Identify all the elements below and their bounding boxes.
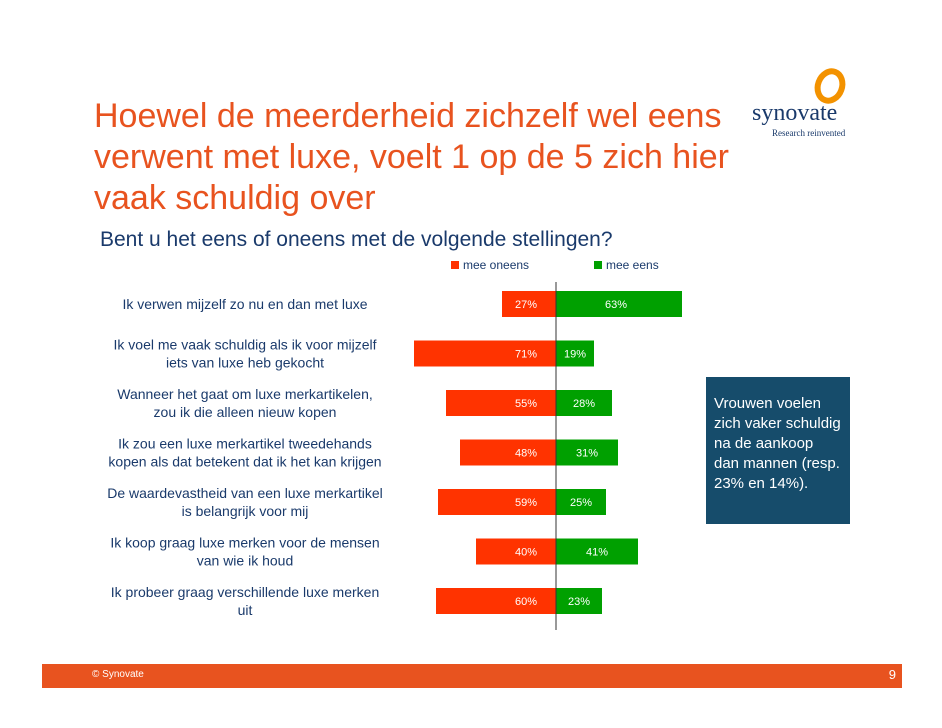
category-label: zou ik die alleen nieuw kopen <box>153 404 337 420</box>
bar-label-mee-eens: 23% <box>567 596 591 608</box>
bar-label-mee-eens: 63% <box>604 299 628 311</box>
category-label: is belangrijk voor mij <box>181 503 309 519</box>
bar-label-mee-eens: 19% <box>563 348 587 361</box>
slide-title: Hoewel de meerderheid zichzelf wel eens verwent met luxe, voelt 1 op de 5 zich hier vaak schuldig over <box>94 97 729 217</box>
legend-label-mee-eens: mee eens <box>606 258 659 272</box>
footer-copyright: © Synovate <box>92 669 144 680</box>
bar-label-mee-eens: 25% <box>569 497 593 509</box>
category-label: De waardevastheid van een luxe merkartikel <box>107 485 383 501</box>
bar-label-mee-eens: 41% <box>585 546 609 559</box>
bar-label-mee-oneens: 27% <box>514 299 538 311</box>
page-number: 9 <box>888 667 896 682</box>
slide-subtitle: Bent u het eens of oneens met de volgende stellingen? <box>100 228 613 251</box>
bar-label-mee-oneens: 71% <box>514 348 538 361</box>
legend-swatch-mee-eens <box>594 261 602 269</box>
logo-tagline: Research reinvented <box>772 128 846 138</box>
bar-label-mee-oneens: 40% <box>514 546 538 559</box>
legend-label-mee-oneens: mee oneens <box>463 258 530 272</box>
bar-mee-oneens <box>438 489 556 515</box>
category-label: Ik probeer graag verschillende luxe merken <box>110 584 380 600</box>
category-label: Ik voel me vaak schuldig als ik voor mijzelf <box>113 336 377 353</box>
bar-mee-oneens <box>460 440 556 466</box>
category-label: uit <box>237 602 253 618</box>
bar-mee-oneens <box>446 390 556 416</box>
category-label: Ik zou een luxe merkartikel tweedehands <box>118 435 372 452</box>
callout-box: Vrouwen voelen zich vaker schuldig na de aankoop dan mannen (resp. 23% en 14%). <box>706 377 850 524</box>
bar-label-mee-oneens: 55% <box>514 398 538 410</box>
bar-label-mee-oneens: 60% <box>514 596 538 608</box>
bar-label-mee-eens: 28% <box>572 398 596 410</box>
category-label: van wie ik houd <box>196 552 294 569</box>
legend-swatch-mee-oneens <box>451 261 459 269</box>
logo-wordmark: synovate <box>752 100 838 126</box>
category-label: Ik verwen mijzelf zo nu en dan met luxe <box>122 296 368 312</box>
bar-label-mee-oneens: 48% <box>514 447 538 460</box>
bar-label-mee-oneens: 59% <box>514 497 538 509</box>
category-label: Ik koop graag luxe merken voor de mensen <box>110 534 380 551</box>
bar-label-mee-eens: 31% <box>575 447 599 460</box>
bar-mee-oneens <box>436 588 556 614</box>
category-label: kopen als dat betekent dat ik het kan krijgen <box>108 453 382 470</box>
category-label: iets van luxe heb gekocht <box>166 354 324 371</box>
category-label: Wanneer het gaat om luxe merkartikelen, <box>117 386 373 402</box>
footer-bar <box>42 664 902 688</box>
